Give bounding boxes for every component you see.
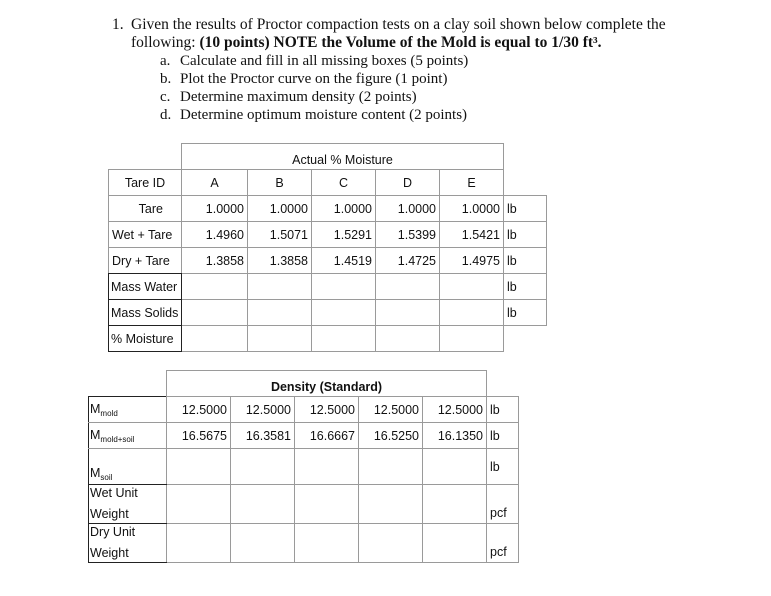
empty-input-cell[interactable]	[248, 326, 312, 352]
row-label: Tare	[109, 196, 182, 222]
row-label-subscript: mold+soil	[100, 434, 135, 444]
empty-input-cell[interactable]	[359, 485, 423, 524]
row-label-rest: Weight	[90, 546, 129, 560]
empty-input-cell[interactable]	[182, 300, 248, 326]
row-label	[89, 423, 167, 449]
column-header: C	[312, 170, 376, 196]
row-label-subscript: mold	[100, 408, 118, 418]
row-label: Mass Solids	[109, 300, 182, 326]
empty-input-cell[interactable]	[440, 326, 504, 352]
row-label-main: M	[90, 427, 101, 442]
table-cell: 16.3581	[231, 423, 295, 449]
table-cell: 16.1350	[423, 423, 487, 449]
table-cell: 1.5291	[312, 222, 376, 248]
empty-input-cell[interactable]	[231, 449, 295, 485]
empty-input-cell[interactable]	[231, 485, 295, 524]
table-cell: 1.5399	[376, 222, 440, 248]
row-label	[89, 524, 167, 563]
column-header: E	[440, 170, 504, 196]
unit-label	[504, 326, 547, 352]
row-label	[89, 485, 167, 524]
table-row	[109, 248, 547, 274]
unit-label: lb	[504, 196, 547, 222]
row-label-main: M	[90, 466, 101, 480]
row-label: Dry + Tare	[109, 248, 182, 274]
density-table	[88, 370, 519, 563]
empty-input-cell[interactable]	[440, 300, 504, 326]
density-table-title: Density (Standard)	[167, 371, 487, 397]
table-cell: 1.0000	[440, 196, 504, 222]
table-cell: 12.5000	[231, 397, 295, 423]
empty-input-cell[interactable]	[312, 274, 376, 300]
empty-input-cell[interactable]	[359, 524, 423, 563]
empty-input-cell[interactable]	[423, 524, 487, 563]
unit-label: lb	[487, 449, 519, 485]
table-row	[89, 423, 519, 449]
empty-input-cell[interactable]	[376, 300, 440, 326]
table-cell: 1.0000	[248, 196, 312, 222]
empty-input-cell[interactable]	[167, 485, 231, 524]
table-cell: 1.0000	[312, 196, 376, 222]
item-d-text: Determine optimum moisture content (2 points)	[180, 107, 468, 123]
unit-label: lb	[504, 274, 547, 300]
table-row	[109, 300, 547, 326]
table-row	[89, 397, 519, 423]
table-cell: 1.3858	[182, 248, 248, 274]
empty-input-cell[interactable]	[376, 274, 440, 300]
unit-label: lb	[504, 248, 547, 274]
column-header: B	[248, 170, 312, 196]
unit-label: lb	[504, 222, 547, 248]
empty-input-cell[interactable]	[312, 300, 376, 326]
empty-input-cell[interactable]	[440, 274, 504, 300]
table-cell: 16.5675	[167, 423, 231, 449]
empty-input-cell[interactable]	[423, 485, 487, 524]
table-row	[109, 196, 547, 222]
row-label: % Moisture	[109, 326, 182, 352]
table-row	[89, 449, 519, 485]
table-cell: 16.6667	[295, 423, 359, 449]
table-cell: 1.4975	[440, 248, 504, 274]
column-header: D	[376, 170, 440, 196]
table-cell: 12.5000	[359, 397, 423, 423]
item-b-text: Plot the Proctor curve on the figure (1 point)	[180, 71, 448, 87]
unit-label: lb	[504, 300, 547, 326]
question-line-2-bold: (10 points) NOTE the Volume of the Mold is equal to 1/30 ft³.	[199, 34, 602, 51]
empty-input-cell[interactable]	[248, 300, 312, 326]
table-cell: 1.3858	[248, 248, 312, 274]
question-number: 1.	[112, 16, 124, 33]
table-row	[89, 485, 519, 524]
question-line-2-plain: following:	[131, 34, 200, 51]
unit-label: lb	[487, 397, 519, 423]
row-label-rest: Weight	[90, 507, 129, 521]
tare-id-label: Tare ID	[109, 170, 182, 196]
unit-label: lb	[487, 423, 519, 449]
table-row	[109, 326, 547, 352]
table-row	[109, 222, 547, 248]
table-cell: 1.5421	[440, 222, 504, 248]
empty-input-cell[interactable]	[312, 326, 376, 352]
question-line-1: Given the results of Proctor compaction tests on a clay soil shown below complete the	[131, 16, 666, 33]
item-a-text: Calculate and fill in all missing boxes (5 points)	[180, 53, 469, 69]
table-cell: 1.5071	[248, 222, 312, 248]
table-cell: 12.5000	[167, 397, 231, 423]
table-cell: 1.4519	[312, 248, 376, 274]
item-c-label: c.	[160, 89, 171, 105]
empty-input-cell[interactable]	[231, 524, 295, 563]
empty-input-cell[interactable]	[167, 524, 231, 563]
row-label	[89, 397, 167, 423]
moisture-table	[108, 143, 547, 352]
moisture-table-title: Actual % Moisture	[182, 144, 504, 170]
empty-input-cell[interactable]	[248, 274, 312, 300]
row-label-main: M	[90, 401, 101, 416]
empty-input-cell[interactable]	[423, 449, 487, 485]
table-cell: 1.4725	[376, 248, 440, 274]
question-line-2	[131, 34, 602, 51]
unit-label: pcf	[487, 485, 519, 524]
table-row	[109, 274, 547, 300]
empty-input-cell[interactable]	[167, 449, 231, 485]
unit-label: pcf	[487, 524, 519, 563]
table-row	[89, 524, 519, 563]
table-cell: 12.5000	[423, 397, 487, 423]
table-cell: 1.0000	[376, 196, 440, 222]
table-cell: 1.4960	[182, 222, 248, 248]
item-b-label: b.	[160, 71, 172, 87]
empty-input-cell[interactable]	[376, 326, 440, 352]
row-label-main: Dry Unit	[90, 525, 136, 539]
item-a-label: a.	[160, 53, 171, 69]
column-header: A	[182, 170, 248, 196]
empty-input-cell[interactable]	[295, 524, 359, 563]
row-label	[89, 449, 167, 485]
row-label-main: Wet Unit	[90, 486, 138, 500]
row-label-subscript: soil	[100, 473, 113, 482]
table-cell: 1.0000	[182, 196, 248, 222]
item-d-label: d.	[160, 107, 172, 123]
table-cell: 16.5250	[359, 423, 423, 449]
empty-input-cell[interactable]	[182, 326, 248, 352]
empty-input-cell[interactable]	[359, 449, 423, 485]
row-label: Wet + Tare	[109, 222, 182, 248]
empty-input-cell[interactable]	[295, 449, 359, 485]
empty-input-cell[interactable]	[182, 274, 248, 300]
empty-input-cell[interactable]	[295, 485, 359, 524]
row-label: Mass Water	[109, 274, 182, 300]
item-c-text: Determine maximum density (2 points)	[180, 89, 417, 105]
table-cell: 12.5000	[295, 397, 359, 423]
